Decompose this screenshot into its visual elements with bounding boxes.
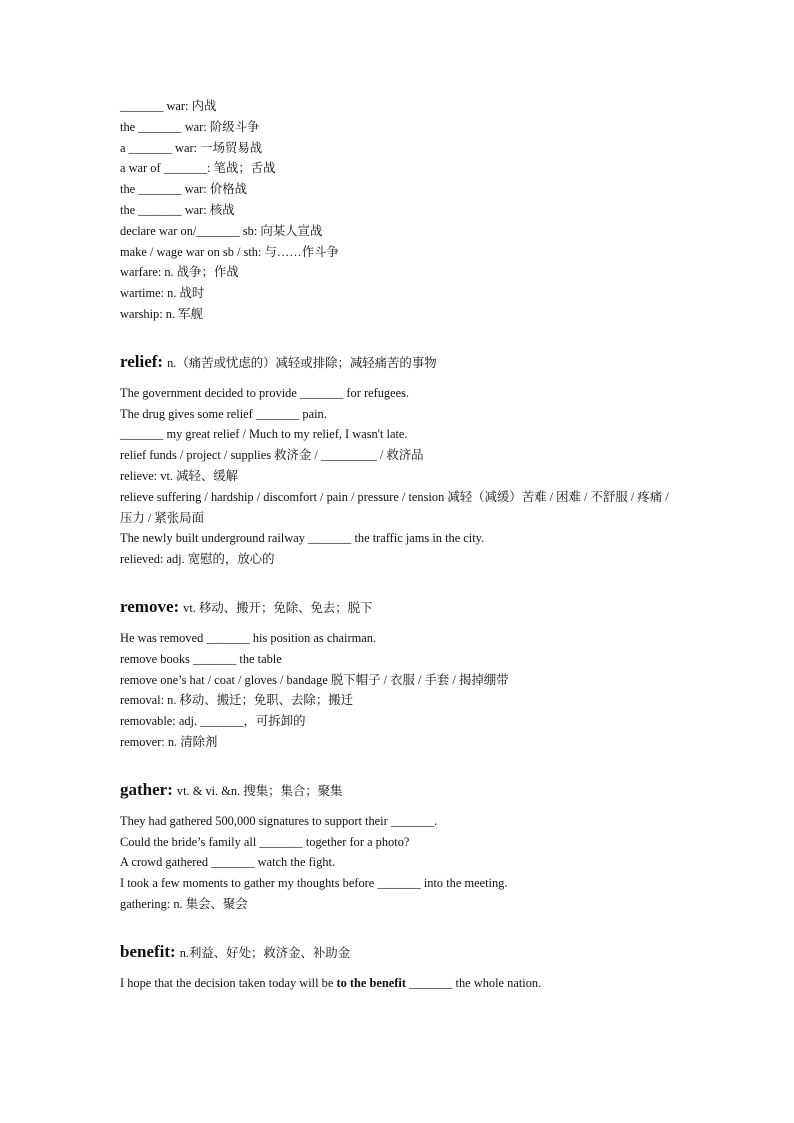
benefit-line-end: _______ the whole nation. <box>405 975 542 990</box>
gather-line-4: I took a few moments to gather my thoughts before _______ into the meeting. <box>120 876 508 891</box>
relief-line-6: relieve suffering / hardship / discomfort / pain / pressure / tension 减轻（减缓）苦难 / 困难 / 不舒服 / 疼痛 / 压力 / 紧张局面 <box>120 489 669 525</box>
remove-line-1: He was removed _______ his position as chairman. <box>120 630 377 645</box>
war-line-warfare: warfare: n. 战争；作战 <box>120 265 239 280</box>
gather-line-3: A crowd gathered _______ watch the fight. <box>120 855 336 870</box>
benefit-bold-phrase: to the benefit <box>336 975 406 990</box>
relief-line-4: relief funds / project / supplies 救济金 / _________ / 救济品 <box>120 448 424 463</box>
remove-heading <box>120 596 680 619</box>
war-line-declare: declare war on/_______ sb: 向某人宣战 <box>120 223 323 238</box>
war-line-price: the _______ war: 价格战 <box>120 182 247 197</box>
relief-line-5: relieve: vt. 减轻、缓解 <box>120 468 239 483</box>
remove-definition: vt. 移动、搬开；免除、免去；脱下 <box>183 600 373 615</box>
gather-line-2: Could the bride’s family all _______ together for a photo? <box>120 834 410 849</box>
remove-line-6: remover: n. 清除剂 <box>120 734 218 749</box>
war-phrases-section <box>120 96 680 325</box>
benefit-line-start: I hope that the decision taken today will be <box>120 975 337 990</box>
gather-headword: gather: <box>120 779 173 799</box>
relief-line-2: The drug gives some relief _______ pain. <box>120 406 327 421</box>
war-line-words: a war of _______: 笔战；舌战 <box>120 161 276 176</box>
benefit-headword: benefit: <box>120 941 176 961</box>
war-line-warship: warship: n. 军舰 <box>120 306 203 321</box>
remove-line-3: remove one’s hat / coat / gloves / bandage 脱下帽子 / 衣服 / 手套 / 揭掉绷带 <box>120 672 509 687</box>
remove-section <box>120 596 680 753</box>
relief-section <box>120 351 680 570</box>
relief-line-1: The government decided to provide _______ for refugees. <box>120 385 410 400</box>
benefit-section <box>120 941 680 994</box>
war-line-nuclear: the _______ war: 核战 <box>120 202 235 217</box>
remove-headword: remove: <box>120 596 180 616</box>
relief-line-8: relieved: adj. 宽慰的，放心的 <box>120 552 275 567</box>
benefit-definition: n.利益、好处；救济金、补助金 <box>179 945 351 960</box>
remove-line-4: removal: n. 移动、搬迁；免职、去除；搬迁 <box>120 693 353 708</box>
relief-line-7: The newly built underground railway _______ the traffic jams in the city. <box>120 531 485 546</box>
benefit-heading <box>120 941 680 964</box>
remove-line-2: remove books _______ the table <box>120 651 282 666</box>
gather-heading <box>120 779 680 802</box>
relief-headword: relief: <box>120 351 164 371</box>
gather-line-1: They had gathered 500,000 signatures to support their _______. <box>120 813 438 828</box>
war-line-wartime: wartime: n. 战时 <box>120 286 205 301</box>
war-line-civil: _______ war: 内战 <box>120 99 217 113</box>
gather-definition: vt. & vi. &n. 搜集；集合；聚集 <box>176 783 343 798</box>
relief-line-3: _______ my great relief / Much to my relief, I wasn't late. <box>120 427 408 442</box>
war-line-class: the _______ war: 阶级斗争 <box>120 119 260 134</box>
gather-line-5: gathering: n. 集会、聚会 <box>120 896 248 911</box>
war-line-trade: a _______ war: 一场贸易战 <box>120 140 263 155</box>
relief-definition: n.（痛苦或忧虑的）减轻或排除；减轻痛苦的事物 <box>167 355 437 370</box>
relief-heading <box>120 351 680 374</box>
document-page <box>120 96 680 994</box>
remove-line-5: removable: adj. _______，可拆卸的 <box>120 714 306 729</box>
war-line-wage: make / wage war on sb / sth: 与……作斗争 <box>120 244 339 259</box>
gather-section <box>120 779 680 915</box>
benefit-line-1 <box>120 973 680 994</box>
